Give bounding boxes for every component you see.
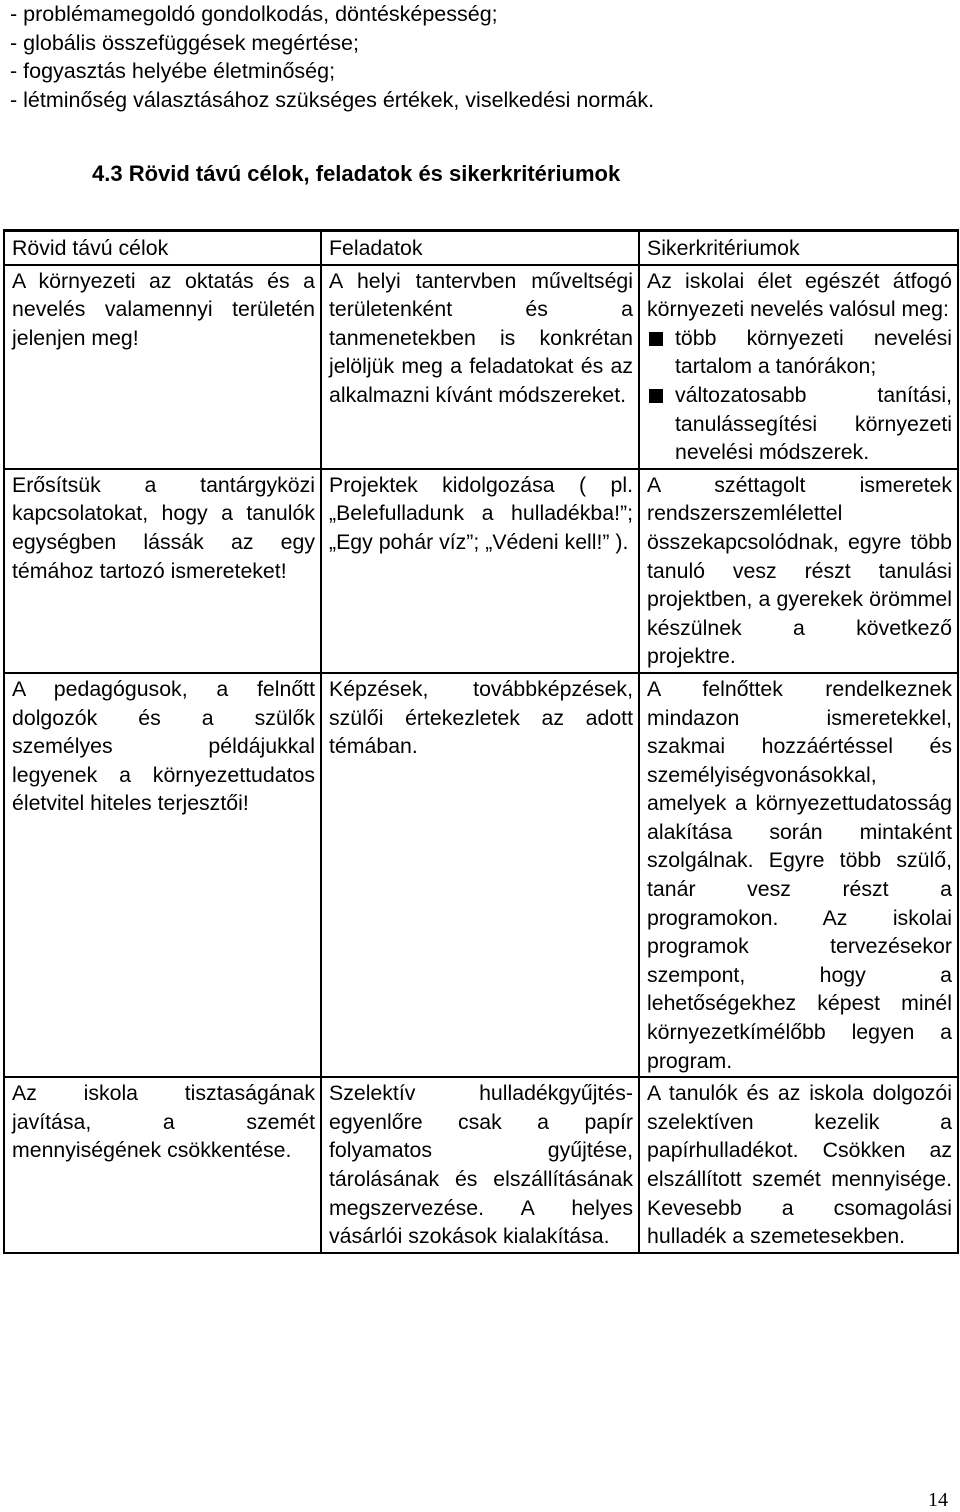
criteria-cell: A felnőttek rendelkeznek mindazon ismeretekkel, szakmai hozzáértéssel és személyiségvonásokkal, amelyek a környezettudatosság alakítása során mintaként szolgálnak. Egyre több szülő, tanár vesz részt a programokon. Az iskolai programok tervezésekor szempont, hogy a lehetőségekhez képest minél környezetkímélőbb legyen a program. (639, 673, 958, 1077)
intro-list (10, 0, 654, 114)
table-row (4, 1077, 958, 1253)
goal-cell: Az iskola tisztaságának javítása, a szemét mennyiségének csökkentése. (4, 1077, 321, 1253)
criteria-bullet (647, 381, 952, 467)
task-cell: Képzések, továbbképzések, szülői értekezletek az adott témában. (321, 673, 639, 1077)
criteria-cell: A tanulók és az iskola dolgozói szelektíven kezelik a papírhulladékot. Csökken az elszállított szemét mennyisége. Kevesebb a csomagolási hulladék a szemetesekben. (639, 1077, 958, 1253)
criteria-intro: Az iskolai élet egészét átfogó környezeti nevelés valósul meg: (647, 268, 952, 322)
table-row (4, 673, 958, 1077)
intro-line: - globális összefüggések megértése; (10, 30, 359, 55)
goal-cell: Erősítsük a tantárgyközi kapcsolatokat, hogy a tanulók egységben lássák az egy témához tartozó ismereteket! (4, 469, 321, 673)
criteria-bullet-text: változatosabb tanítási, tanulássegítési környezeti nevelési módszerek. (675, 382, 952, 465)
header-short-term-goals: Rövid távú célok (4, 231, 321, 265)
criteria-bullet-text: több környezeti nevelési tartalom a tanórákon; (675, 325, 952, 379)
square-bullet-icon (649, 332, 663, 346)
task-cell: Projektek kidolgozása ( pl. „Belefulladunk a hulladékba!”; „Egy pohár víz”; „Védeni kell!” ). (321, 469, 639, 673)
table-row (4, 265, 958, 469)
square-bullet-icon (649, 389, 663, 403)
header-tasks: Feladatok (321, 231, 639, 265)
table-row (4, 469, 958, 673)
goal-cell: A pedagógusok, a felnőtt dolgozók és a szülők személyes példájukkal legyenek a környezettudatos életvitel hiteles terjesztői! (4, 673, 321, 1077)
table-header-row (4, 231, 958, 265)
criteria-bullet (647, 324, 952, 381)
criteria-cell: A széttagolt ismeretek rendszerszemlélettel összekapcsolódnak, egyre több tanuló vesz részt tanulási projektben, a gyerekek örömmel készülnek a következő projektre. (639, 469, 958, 673)
section-heading: 4.3 Rövid távú célok, feladatok és sikerkritériumok (92, 161, 621, 186)
header-success-criteria: Sikerkritériumok (639, 231, 958, 265)
intro-line: - problémamegoldó gondolkodás, döntésképesség; (10, 2, 498, 26)
criteria-cell (639, 265, 958, 469)
task-cell: A helyi tantervben műveltségi területenként és a tanmenetekben is konkrétan jelöljük meg a feladatokat és az alkalmazni kívánt módszereket. (321, 265, 639, 469)
task-cell: Szelektív hulladékgyűjtés-egyenlőre csak a papír folyamatos gyűjtése, tárolásának és elszállításának megszervezése. A helyes vásárlói szokások kialakítása. (321, 1077, 639, 1253)
intro-line: - létminőség választásához szükséges értékek, viselkedési normák. (10, 87, 655, 112)
goal-cell: A környezeti az oktatás és a nevelés valamennyi területén jelenjen meg! (4, 265, 321, 469)
page-number: 14 (928, 1489, 948, 1511)
goals-table (3, 229, 959, 1254)
intro-line: - fogyasztás helyébe életminőség; (10, 59, 336, 83)
